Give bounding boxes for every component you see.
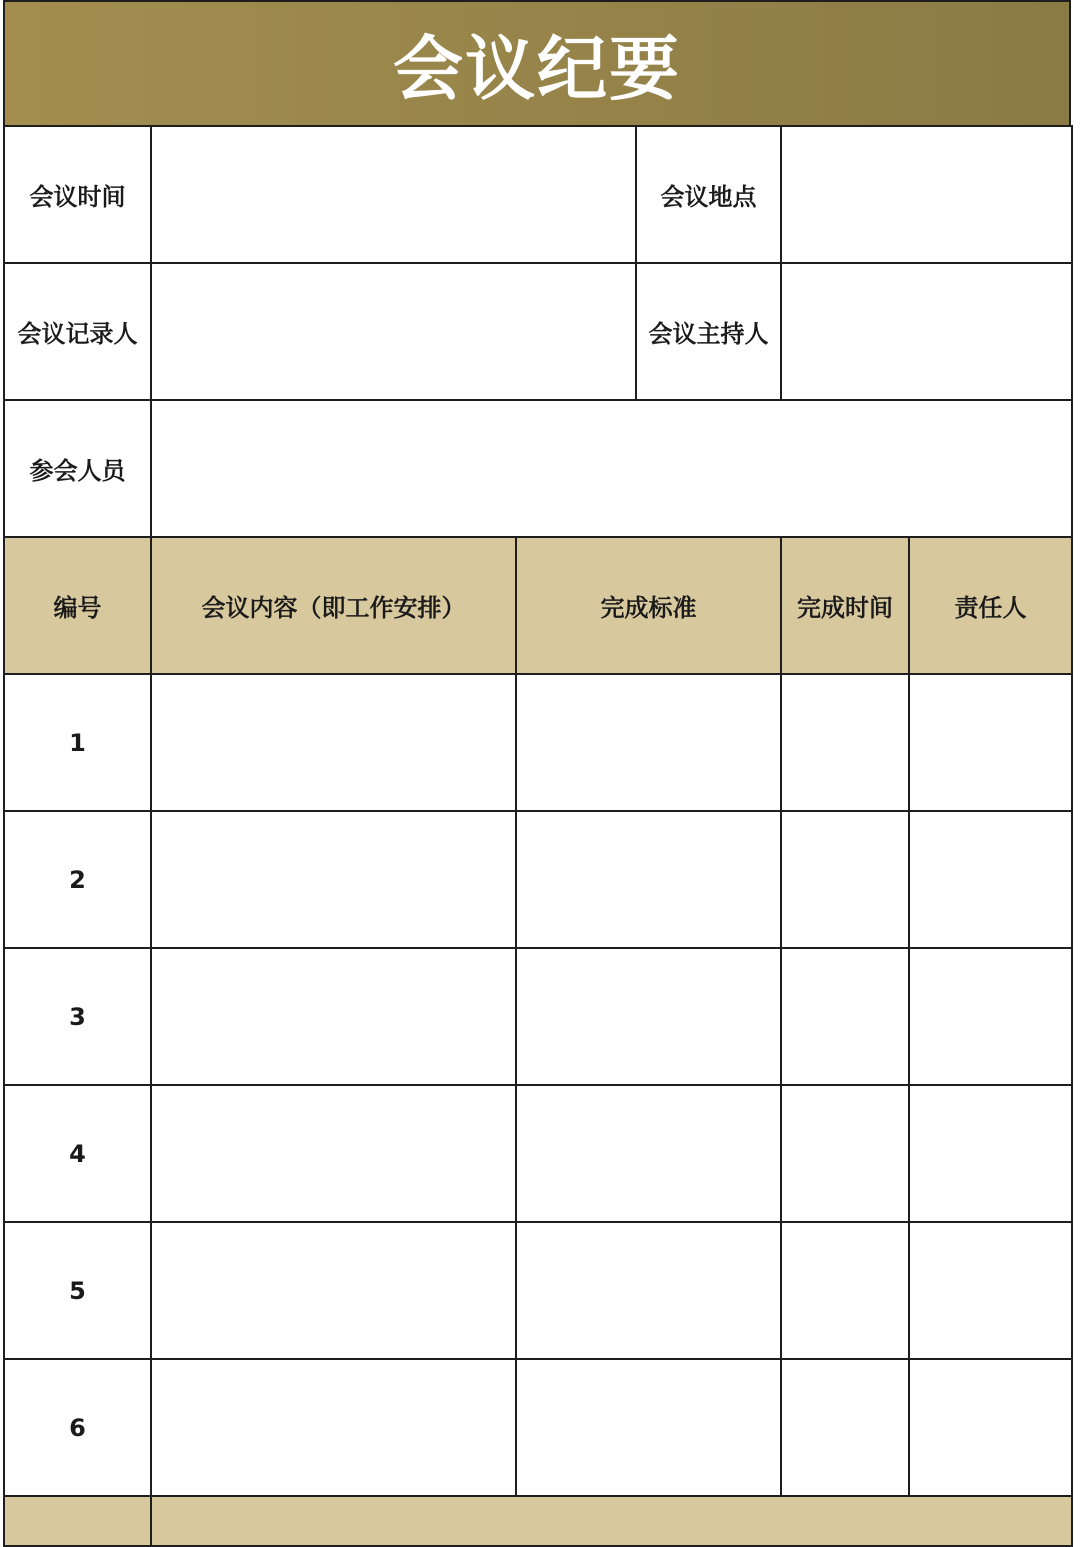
meeting-time-field[interactable] (151, 126, 636, 263)
standard-cell[interactable] (516, 1222, 781, 1359)
deadline-cell[interactable] (781, 1359, 909, 1496)
content-cell[interactable] (151, 1222, 516, 1359)
attendees-field[interactable] (151, 400, 1072, 537)
owner-cell[interactable] (909, 1359, 1072, 1496)
owner-cell[interactable] (909, 811, 1072, 948)
meeting-location-field[interactable] (781, 126, 1072, 263)
col-header-standard: 完成标准 (516, 537, 781, 674)
deadline-cell[interactable] (781, 1085, 909, 1222)
table-row (4, 1222, 1072, 1359)
column-header-row (4, 537, 1072, 674)
owner-cell[interactable] (909, 1222, 1072, 1359)
col-header-content: 会议内容（即工作安排） (151, 537, 516, 674)
attendees-label: 参会人员 (4, 400, 151, 537)
standard-cell[interactable] (516, 948, 781, 1085)
standard-cell[interactable] (516, 1359, 781, 1496)
content-cell[interactable] (151, 674, 516, 811)
meeting-host-label: 会议主持人 (636, 263, 781, 400)
deadline-cell[interactable] (781, 674, 909, 811)
owner-cell[interactable] (909, 674, 1072, 811)
table-row (4, 811, 1072, 948)
content-cell[interactable] (151, 1359, 516, 1496)
row-number: 5 (4, 1222, 151, 1359)
meeting-recorder-label: 会议记录人 (4, 263, 151, 400)
deadline-cell[interactable] (781, 811, 909, 948)
meeting-location-label: 会议地点 (636, 126, 781, 263)
title-bar (3, 0, 1071, 127)
table-row (4, 1085, 1072, 1222)
owner-cell[interactable] (909, 948, 1072, 1085)
standard-cell[interactable] (516, 674, 781, 811)
info-row-attendees (4, 400, 1072, 537)
info-row-time-location (4, 126, 1072, 263)
content-cell[interactable] (151, 1085, 516, 1222)
deadline-cell[interactable] (781, 948, 909, 1085)
row-number: 6 (4, 1359, 151, 1496)
col-header-deadline: 完成时间 (781, 537, 909, 674)
table-row (4, 948, 1072, 1085)
meeting-host-field[interactable] (781, 263, 1072, 400)
meeting-time-label: 会议时间 (4, 126, 151, 263)
row-number: 1 (4, 674, 151, 811)
row-number: 4 (4, 1085, 151, 1222)
info-row-recorder-host (4, 263, 1072, 400)
table-row (4, 1359, 1072, 1496)
content-cell[interactable] (151, 948, 516, 1085)
meeting-recorder-field[interactable] (151, 263, 636, 400)
minutes-table (3, 125, 1073, 1547)
document-title: 会议纪要 (393, 28, 681, 110)
meeting-minutes-form (3, 0, 1071, 1539)
row-number: 2 (4, 811, 151, 948)
col-header-no: 编号 (4, 537, 151, 674)
content-cell[interactable] (151, 811, 516, 948)
standard-cell[interactable] (516, 811, 781, 948)
row-number: 3 (4, 948, 151, 1085)
deadline-cell[interactable] (781, 1222, 909, 1359)
owner-cell[interactable] (909, 1085, 1072, 1222)
table-row (4, 674, 1072, 811)
standard-cell[interactable] (516, 1085, 781, 1222)
col-header-owner: 责任人 (909, 537, 1072, 674)
